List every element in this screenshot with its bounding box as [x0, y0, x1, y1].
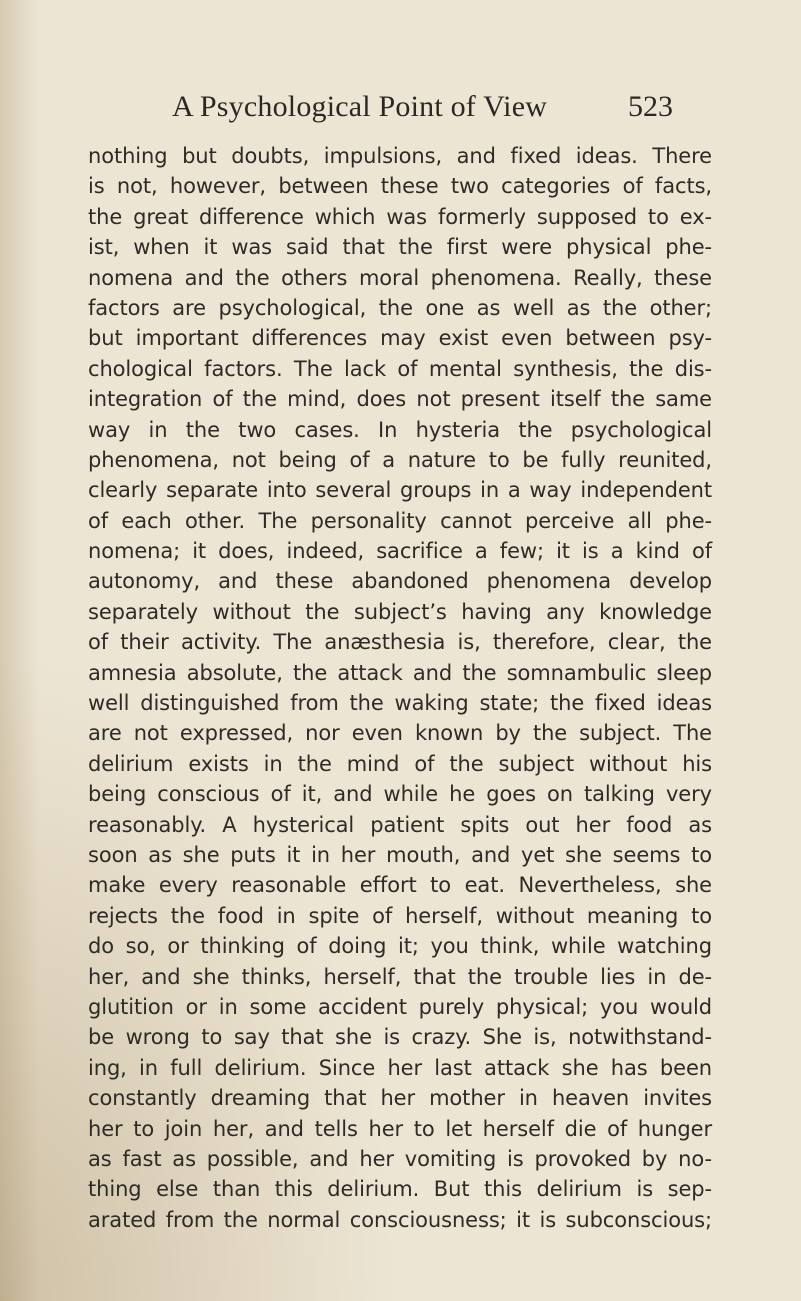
- text-line: clearly separate into several groups in a way independent: [88, 478, 712, 503]
- text-line: ist, when it was said that the first were physical phe-: [88, 235, 712, 260]
- text-line: her to join her, and tells her to let herself die of hunger: [88, 1116, 712, 1141]
- text-line: integration of the mind, does not present itself the same: [88, 387, 712, 412]
- text-line: reasonably. A hysterical patient spits out her food as: [88, 812, 712, 837]
- text-line: are not expressed, nor even known by the subject. The: [88, 721, 712, 746]
- text-line: nomena; it does, indeed, sacrifice a few; it is a kind of: [88, 539, 712, 564]
- text-line: but important differences may exist even between psy-: [88, 326, 712, 351]
- text-line: well distinguished from the waking state; the fixed ideas: [88, 691, 712, 716]
- text-line: be wrong to say that she is crazy. She is, notwithstand-: [88, 1025, 712, 1050]
- text-line: do so, or thinking of doing it; you think, while watching: [88, 934, 712, 959]
- text-line: way in the two cases. In hysteria the psychological: [88, 417, 712, 442]
- text-line: phenomena, not being of a nature to be fully reunited,: [88, 447, 712, 472]
- text-line: her, and she thinks, herself, that the trouble lies in de-: [88, 964, 712, 989]
- text-line: ing, in full delirium. Since her last attack she has been: [88, 1055, 712, 1080]
- text-line: rejects the food in spite of herself, without meaning to: [88, 903, 712, 928]
- text-line: separately without the subject’s having any knowledge: [88, 599, 712, 624]
- text-line: thing else than this delirium. But this delirium is sep-: [88, 1177, 712, 1202]
- text-line: as fast as possible, and her vomiting is provoked by no-: [88, 1146, 712, 1171]
- text-line: soon as she puts it in her mouth, and yet she seems to: [88, 842, 712, 867]
- running-header: [0, 92, 801, 132]
- text-line: is not, however, between these two categories of facts,: [88, 174, 712, 199]
- text-line: glutition or in some accident purely physical; you would: [88, 994, 712, 1019]
- text-line: constantly dreaming that her mother in heaven invites: [88, 1086, 712, 1111]
- text-line: chological factors. The lack of mental synthesis, the dis-: [88, 356, 712, 381]
- running-title: A Psychological Point of View: [172, 90, 548, 123]
- text-line: autonomy, and these abandoned phenomena develop: [88, 569, 712, 594]
- text-line: being conscious of it, and while he goes on talking very: [88, 782, 712, 807]
- text-line: arated from the normal consciousness; it is subconscious;: [88, 1207, 712, 1232]
- text-line: amnesia absolute, the attack and the somnambulic sleep: [88, 660, 712, 685]
- text-line: delirium exists in the mind of the subject without his: [88, 751, 712, 776]
- text-line: of each other. The personality cannot perceive all phe-: [88, 508, 712, 533]
- text-line: nomena and the others moral phenomena. Really, these: [88, 265, 712, 290]
- text-line: factors are psychological, the one as well as the other;: [88, 295, 712, 320]
- page-number: 523: [628, 90, 673, 123]
- body-text: [88, 141, 712, 1235]
- text-line: of their activity. The anæsthesia is, therefore, clear, the: [88, 630, 712, 655]
- text-line: make every reasonable effort to eat. Nevertheless, she: [88, 873, 712, 898]
- text-line: the great difference which was formerly supposed to ex-: [88, 204, 712, 229]
- text-line: nothing but doubts, impulsions, and fixed ideas. There: [88, 144, 712, 168]
